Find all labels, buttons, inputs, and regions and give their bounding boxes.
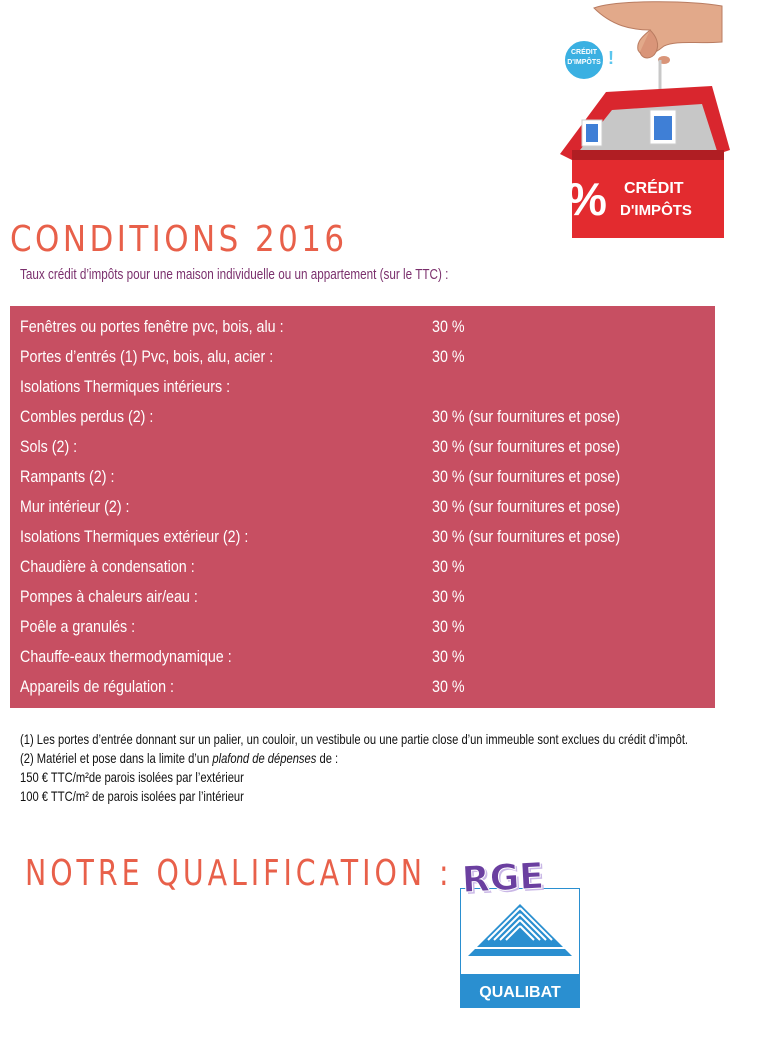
rate-row <box>20 312 710 342</box>
svg-text:D'IMPÔTS: D'IMPÔTS <box>567 59 601 66</box>
rate-row <box>20 402 710 432</box>
rate-label: Chauffe-eaux thermodynamique : <box>20 647 232 666</box>
rate-row <box>20 342 710 372</box>
footnote-2-suffix: de : <box>316 750 339 766</box>
rate-label: Combles perdus (2) : <box>20 407 154 426</box>
rate-label: Isolations Thermiques intérieurs : <box>20 377 231 396</box>
rate-row <box>20 642 710 672</box>
footnote-2-emphasis: plafond de dépenses <box>212 750 317 766</box>
rate-row <box>20 582 710 612</box>
sign-line-1: CRÉDIT <box>624 180 684 197</box>
footnote-3: 150 € TTC/m²de parois isolées par l’extérieur <box>20 769 244 785</box>
illustration-sign <box>566 168 706 238</box>
rate-value: 30 % (sur fournitures et pose) <box>432 467 621 486</box>
footnotes <box>20 730 760 806</box>
rate-row <box>20 372 710 402</box>
rate-row <box>20 492 710 522</box>
sign-line-2: D'IMPÔTS <box>620 202 692 219</box>
rate-label: Fenêtres ou portes fenêtre pvc, bois, alu : <box>20 317 284 336</box>
rate-label: Sols (2) : <box>20 437 78 456</box>
conditions-subtitle: Taux crédit d’impôts pour une maison individuelle ou un appartement (sur le TTC) : <box>20 266 449 283</box>
rate-label: Portes d’entrés (1) Pvc, bois, alu, acier : <box>20 347 274 366</box>
rate-label: Chaudière à condensation : <box>20 557 195 576</box>
rate-label: Appareils de régulation : <box>20 677 175 696</box>
rate-value: 30 % (sur fournitures et pose) <box>432 437 621 456</box>
rate-value: 30 % <box>432 587 465 606</box>
qualification-title: NOTRE QUALIFICATION : <box>25 853 453 894</box>
rates-panel <box>10 306 715 708</box>
rate-row <box>20 462 710 492</box>
rate-value: 30 % <box>432 647 465 666</box>
rate-value: 30 % <box>432 617 465 636</box>
coin-icon <box>564 40 614 80</box>
rate-value: 30 % <box>432 347 465 366</box>
rate-label: Rampants (2) : <box>20 467 115 486</box>
rge-qualibat-logo <box>458 855 582 1010</box>
rate-row <box>20 612 710 642</box>
svg-text:CRÉDIT: CRÉDIT <box>570 49 598 56</box>
footnote-4: 100 € TTC/m² de parois isolées par l’intérieur <box>20 788 244 804</box>
footnote-1: (1) Les portes d’entrée donnant sur un palier, un couloir, un vestibule ou une partie close d’un immeuble sont exclues du crédit d’impôt. <box>20 731 689 747</box>
rate-row <box>20 672 710 702</box>
rate-label: Poêle a granulés : <box>20 617 136 636</box>
rate-value: 30 % <box>432 677 465 696</box>
rate-value: 30 % (sur fournitures et pose) <box>432 407 621 426</box>
rate-value: 30 % (sur fournitures et pose) <box>432 497 621 516</box>
rate-value: 30 % (sur fournitures et pose) <box>432 527 621 546</box>
rate-value: 30 % <box>432 557 465 576</box>
rate-value: 30 % <box>432 317 465 336</box>
percent-icon: % <box>566 173 607 225</box>
rate-row <box>20 432 710 462</box>
rate-label: Mur intérieur (2) : <box>20 497 130 516</box>
rate-row <box>20 552 710 582</box>
footnote-2-prefix: (2) Matériel et pose dans la limite d’un <box>20 750 213 766</box>
rate-label: Pompes à chaleurs air/eau : <box>20 587 198 606</box>
qualibat-name: QUALIBAT <box>479 984 561 1001</box>
rate-label: Isolations Thermiques extérieur (2) : <box>20 527 249 546</box>
conditions-title: CONDITIONS 2016 <box>10 219 348 260</box>
svg-text:!: ! <box>608 48 614 68</box>
rate-row <box>20 522 710 552</box>
rge-mark: RGE <box>460 855 545 902</box>
footnote-2 <box>20 749 612 768</box>
